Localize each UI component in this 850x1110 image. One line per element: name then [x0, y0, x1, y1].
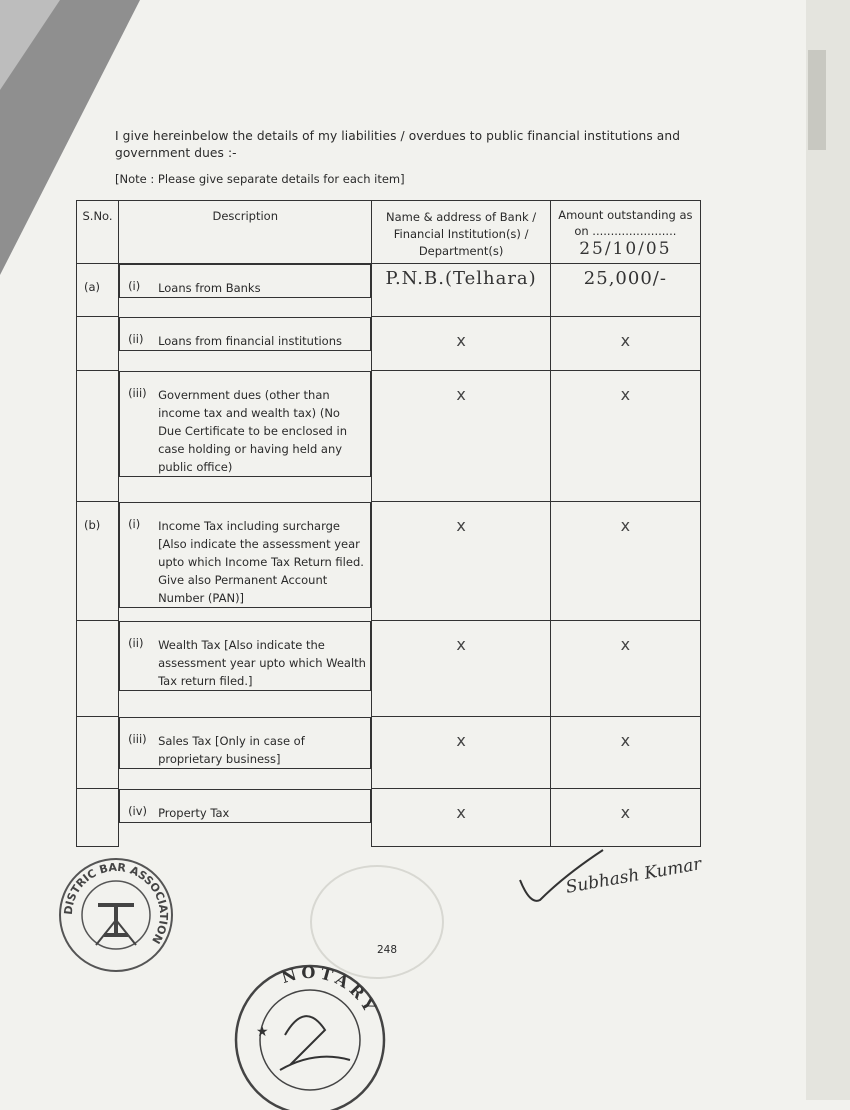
row-sno: [77, 317, 119, 371]
row-sno: [77, 621, 119, 717]
row-roman: (iii): [128, 385, 147, 400]
row-roman: (i): [128, 516, 141, 531]
svg-text:NOTARY: [279, 963, 381, 1018]
row-amount: x: [550, 789, 700, 847]
row-bank: x: [372, 317, 550, 371]
row-sno: [77, 371, 119, 502]
row-roman: (i): [128, 279, 141, 293]
bar-association-seal: [56, 855, 176, 975]
header-description: Description: [119, 201, 372, 264]
row-description: [119, 717, 371, 769]
liabilities-table: [76, 200, 701, 847]
row-desc-text: Property Tax: [158, 805, 230, 820]
page-edge-strip: [806, 0, 850, 1100]
row-amount: x: [550, 502, 700, 621]
svg-text:★: ★: [256, 1024, 269, 1040]
row-bank: x: [372, 789, 550, 847]
notary-seal: [230, 960, 390, 1110]
table-row: [77, 502, 701, 621]
row-roman: (ii): [128, 331, 144, 346]
row-bank: x: [372, 621, 550, 717]
table-header-row: [77, 201, 701, 264]
note-text: [Note : Please give separate details for each item]: [115, 172, 405, 186]
header-sno: S.No.: [77, 201, 119, 264]
row-amount: x: [550, 717, 700, 789]
row-desc-text: Government dues (other than income tax and wealth tax) (No Due Certificate to be enclosed in case holding or having held any public office): [158, 387, 347, 474]
page-number: 248: [377, 944, 398, 956]
row-desc-text: Loans from Banks: [158, 281, 261, 295]
table-row: [77, 264, 701, 317]
folded-corner-inner: [0, 0, 60, 90]
row-amount: x: [550, 371, 700, 502]
row-bank: x: [372, 717, 550, 789]
row-bank: x: [372, 371, 550, 502]
row-desc-text: Sales Tax [Only in case of proprietary business]: [158, 733, 305, 766]
row-sno: [77, 717, 119, 789]
row-amount: 25,000/-: [550, 264, 700, 317]
row-description: [119, 264, 371, 298]
row-bank: x: [372, 502, 550, 621]
intro-text: I give hereinbelow the details of my liabilities / overdues to public financial institutions and government dues :-: [115, 129, 681, 160]
page-edge-mark: [808, 50, 826, 150]
row-amount: x: [550, 317, 700, 371]
row-description: [119, 371, 371, 477]
row-amount: x: [550, 621, 700, 717]
table-row: [77, 717, 701, 789]
row-sno: (a): [77, 264, 119, 317]
table-row: [77, 789, 701, 847]
row-description: [119, 621, 371, 691]
signature: Subhash Kumar: [564, 854, 703, 898]
row-desc-text: Wealth Tax [Also indicate the assessment year upto which Wealth Tax return filed.]: [158, 637, 366, 688]
row-sno: [77, 789, 119, 847]
row-bank: P.N.B.(Telhara): [372, 264, 550, 317]
table-row: [77, 621, 701, 717]
table-row: [77, 371, 701, 502]
row-roman: (iv): [128, 803, 148, 818]
header-bank: Name & address of Bank / Financial Institution(s) / Department(s): [372, 201, 550, 264]
row-description: [119, 317, 371, 351]
row-sno: (b): [77, 502, 119, 621]
header-amount-prefix: Amount outstanding as on .......................: [558, 208, 693, 238]
bar-seal-text: DISTRIC BAR ASSOCIATION: [61, 860, 171, 947]
row-roman: (ii): [128, 635, 144, 650]
row-description: [119, 502, 371, 608]
header-amount: [550, 201, 700, 264]
table-row: [77, 317, 701, 371]
header-amount-date: 25/10/05: [579, 239, 672, 259]
row-desc-text: Income Tax including surcharge [Also indicate the assessment year upto which Income Tax Return filed. Give also Permanent Account Number (PAN)]: [158, 518, 364, 605]
notary-seal-text: NOTARY: [279, 962, 381, 1019]
row-roman: (iii): [128, 731, 147, 746]
row-desc-text: Loans from financial institutions: [158, 333, 342, 348]
row-description: [119, 789, 371, 823]
